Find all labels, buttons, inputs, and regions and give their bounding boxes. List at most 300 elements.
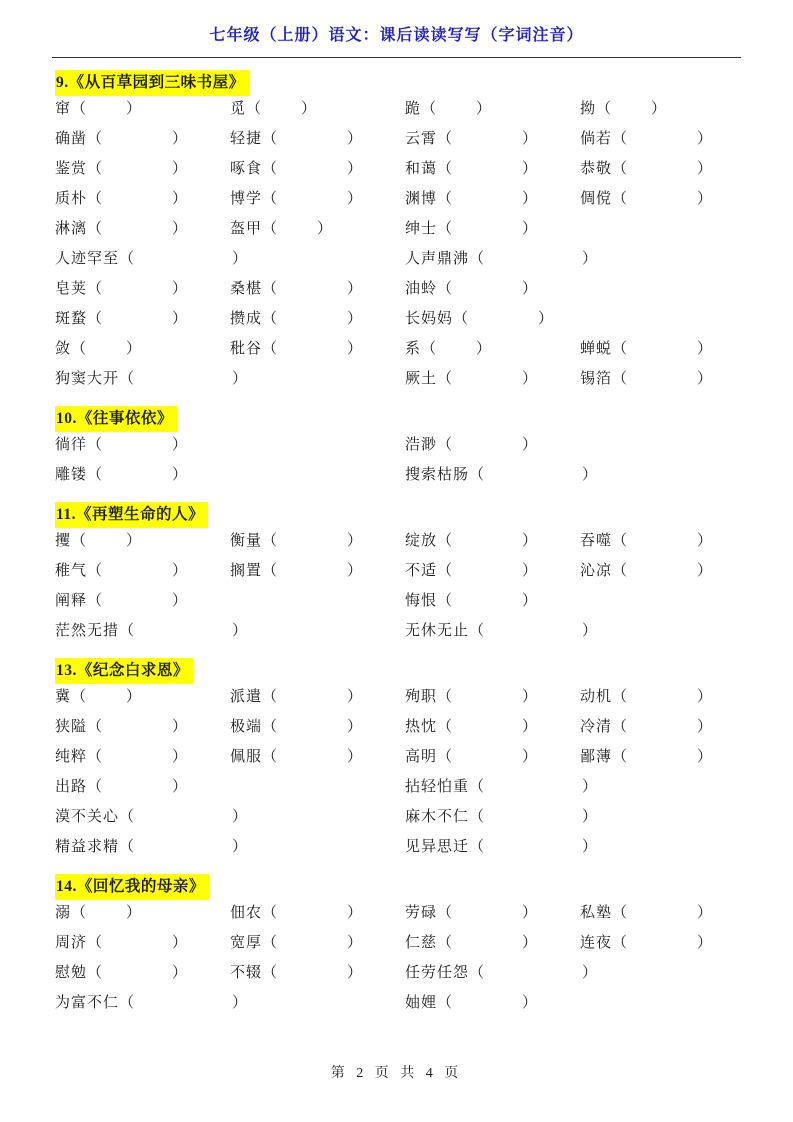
paren-close: ） xyxy=(522,437,538,453)
paren-open: （ xyxy=(612,719,628,735)
word-item xyxy=(55,124,187,154)
word-item xyxy=(55,928,187,958)
paren-open: （ xyxy=(437,905,453,921)
word-text: 慰勉 xyxy=(55,965,88,981)
word-text: 劳碌 xyxy=(405,905,438,921)
paren-close: ） xyxy=(522,689,538,705)
word-item xyxy=(580,556,712,586)
word-text: 冷清 xyxy=(580,719,613,735)
word-row xyxy=(55,526,743,556)
word-item xyxy=(55,772,187,802)
paren-open: （ xyxy=(87,935,103,951)
word-row xyxy=(55,184,743,214)
paren-open: （ xyxy=(119,251,135,267)
word-text: 博学 xyxy=(230,191,263,207)
paren-open: （ xyxy=(87,749,103,765)
paren-close: ） xyxy=(522,719,538,735)
word-text: 和蔼 xyxy=(405,161,438,177)
word-item xyxy=(405,958,597,988)
word-item xyxy=(55,430,187,460)
paren-close: ） xyxy=(582,779,598,795)
word-item xyxy=(55,94,141,124)
word-text: 悔恨 xyxy=(405,593,438,609)
paren-open: （ xyxy=(612,905,628,921)
word-text: 浩渺 xyxy=(405,437,438,453)
word-text: 绽放 xyxy=(405,533,438,549)
word-text: 鄙薄 xyxy=(580,749,613,765)
word-item xyxy=(405,928,537,958)
paren-open: （ xyxy=(262,161,278,177)
paren-open: （ xyxy=(87,191,103,207)
paren-close: ） xyxy=(697,719,713,735)
paren-close: ） xyxy=(232,995,248,1011)
paren-open: （ xyxy=(71,689,87,705)
word-item xyxy=(55,154,187,184)
word-text: 攫 xyxy=(55,533,72,549)
paren-close: ） xyxy=(172,311,188,327)
word-text: 啄食 xyxy=(230,161,263,177)
paren-close: ） xyxy=(347,131,363,147)
paren-close: ） xyxy=(126,533,142,549)
word-row xyxy=(55,988,743,1018)
paren-close: ） xyxy=(172,467,188,483)
section-heading: 10.《往事依依》 xyxy=(55,406,177,432)
word-text: 云霄 xyxy=(405,131,438,147)
paren-open: （ xyxy=(469,809,485,825)
word-text: 阐释 xyxy=(55,593,88,609)
word-row xyxy=(55,430,743,460)
paren-close: ） xyxy=(522,131,538,147)
word-item xyxy=(230,124,362,154)
word-text: 倜傥 xyxy=(580,191,613,207)
word-text: 搜索枯肠 xyxy=(405,467,470,483)
word-row xyxy=(55,958,743,988)
word-item xyxy=(55,460,187,490)
word-item xyxy=(405,430,537,460)
word-item xyxy=(405,334,491,364)
paren-close: ） xyxy=(317,221,333,237)
paren-open: （ xyxy=(612,131,628,147)
paren-close: ） xyxy=(172,719,188,735)
word-text: 淋漓 xyxy=(55,221,88,237)
word-row xyxy=(55,832,743,862)
word-item xyxy=(405,460,597,490)
paren-close: ） xyxy=(347,533,363,549)
word-item xyxy=(230,712,362,742)
paren-close: ） xyxy=(697,191,713,207)
paren-open: （ xyxy=(596,101,612,117)
word-item xyxy=(55,214,187,244)
paren-close: ） xyxy=(582,809,598,825)
page-title: 七年级（上册）语文：课后读读写写（字词注音） xyxy=(209,27,584,44)
word-row xyxy=(55,586,743,616)
word-item xyxy=(405,988,537,1018)
word-text: 拈轻怕重 xyxy=(405,779,470,795)
word-item xyxy=(580,526,712,556)
word-text: 秕谷 xyxy=(230,341,263,357)
paren-open: （ xyxy=(87,437,103,453)
word-item xyxy=(55,682,141,712)
paren-open: （ xyxy=(262,221,278,237)
paren-close: ） xyxy=(697,563,713,579)
paren-open: （ xyxy=(87,779,103,795)
word-item xyxy=(405,94,491,124)
word-text: 为富不仁 xyxy=(55,995,120,1011)
word-text: 衡量 xyxy=(230,533,263,549)
word-item xyxy=(580,712,712,742)
paren-close: ） xyxy=(172,191,188,207)
word-text: 攒成 xyxy=(230,311,263,327)
paren-close: ） xyxy=(476,101,492,117)
paren-open: （ xyxy=(437,161,453,177)
paren-open: （ xyxy=(87,965,103,981)
paren-close: ） xyxy=(522,563,538,579)
paren-close: ） xyxy=(347,935,363,951)
paren-close: ） xyxy=(347,965,363,981)
word-row xyxy=(55,772,743,802)
word-row xyxy=(55,364,743,394)
word-text: 窜 xyxy=(55,101,72,117)
word-item xyxy=(55,274,187,304)
paren-close: ） xyxy=(697,371,713,387)
paren-close: ） xyxy=(172,131,188,147)
paren-open: （ xyxy=(87,467,103,483)
paren-open: （ xyxy=(437,371,453,387)
paren-open: （ xyxy=(262,281,278,297)
paren-close: ） xyxy=(651,101,667,117)
paren-open: （ xyxy=(262,965,278,981)
word-text: 人迹罕至 xyxy=(55,251,120,267)
paren-close: ） xyxy=(347,161,363,177)
word-item xyxy=(55,616,247,646)
word-item xyxy=(230,214,332,244)
word-text: 锡箔 xyxy=(580,371,613,387)
paren-open: （ xyxy=(437,191,453,207)
paren-close: ） xyxy=(347,281,363,297)
word-item xyxy=(405,772,597,802)
paren-close: ） xyxy=(172,593,188,609)
paren-close: ） xyxy=(582,467,598,483)
paren-open: （ xyxy=(421,101,437,117)
word-text: 拗 xyxy=(580,101,597,117)
word-text: 吞噬 xyxy=(580,533,613,549)
paren-open: （ xyxy=(612,161,628,177)
paren-close: ） xyxy=(582,251,598,267)
paren-close: ） xyxy=(172,437,188,453)
paren-open: （ xyxy=(469,779,485,795)
word-item xyxy=(55,988,247,1018)
word-item xyxy=(230,742,362,772)
word-row xyxy=(55,712,743,742)
word-text: 沁凉 xyxy=(580,563,613,579)
section-heading-row xyxy=(55,874,743,898)
paren-open: （ xyxy=(262,131,278,147)
word-item xyxy=(405,274,537,304)
paren-close: ） xyxy=(172,563,188,579)
paren-open: （ xyxy=(87,593,103,609)
word-text: 精益求精 xyxy=(55,839,120,855)
word-text: 厥土 xyxy=(405,371,438,387)
word-item xyxy=(580,184,712,214)
paren-open: （ xyxy=(87,563,103,579)
word-text: 渊博 xyxy=(405,191,438,207)
word-text: 佃农 xyxy=(230,905,263,921)
word-item xyxy=(405,124,537,154)
paren-open: （ xyxy=(469,623,485,639)
paren-open: （ xyxy=(87,281,103,297)
paren-close: ） xyxy=(697,341,713,357)
paren-close: ） xyxy=(697,161,713,177)
word-item xyxy=(405,586,537,616)
paren-close: ） xyxy=(172,749,188,765)
paren-close: ） xyxy=(126,689,142,705)
word-text: 任劳任怨 xyxy=(405,965,470,981)
paren-open: （ xyxy=(453,311,469,327)
word-item xyxy=(55,586,187,616)
word-item xyxy=(55,958,187,988)
paren-open: （ xyxy=(437,593,453,609)
paren-close: ） xyxy=(232,623,248,639)
paren-close: ） xyxy=(126,341,142,357)
word-item xyxy=(55,334,141,364)
word-row xyxy=(55,802,743,832)
paren-open: （ xyxy=(71,905,87,921)
paren-open: （ xyxy=(262,935,278,951)
paren-close: ） xyxy=(697,533,713,549)
word-item xyxy=(580,154,712,184)
word-item xyxy=(230,334,362,364)
word-text: 高明 xyxy=(405,749,438,765)
word-text: 桑椹 xyxy=(230,281,263,297)
paren-close: ） xyxy=(347,341,363,357)
word-item xyxy=(55,802,247,832)
word-text: 斑蝥 xyxy=(55,311,88,327)
word-item xyxy=(405,712,537,742)
word-item xyxy=(55,898,141,928)
section-heading: 9.《从百草园到三味书屋》 xyxy=(55,70,249,96)
word-text: 私塾 xyxy=(580,905,613,921)
word-item xyxy=(55,184,187,214)
paren-open: （ xyxy=(262,311,278,327)
word-text: 恭敬 xyxy=(580,161,613,177)
paren-close: ） xyxy=(172,161,188,177)
paren-open: （ xyxy=(437,281,453,297)
word-text: 麻木不仁 xyxy=(405,809,470,825)
word-text: 漠不关心 xyxy=(55,809,120,825)
paren-close: ） xyxy=(347,689,363,705)
paren-close: ） xyxy=(582,839,598,855)
paren-open: （ xyxy=(71,101,87,117)
paren-open: （ xyxy=(262,719,278,735)
word-text: 纯粹 xyxy=(55,749,88,765)
paren-open: （ xyxy=(437,995,453,1011)
paren-open: （ xyxy=(437,221,453,237)
header-divider xyxy=(52,57,741,58)
section-heading: 11.《再塑生命的人》 xyxy=(55,502,208,528)
word-item xyxy=(55,832,247,862)
word-item xyxy=(405,802,597,832)
word-item xyxy=(580,898,712,928)
word-item xyxy=(230,898,362,928)
word-text: 不适 xyxy=(405,563,438,579)
paren-open: （ xyxy=(119,839,135,855)
paren-close: ） xyxy=(347,563,363,579)
word-item xyxy=(405,364,537,394)
section-heading-row xyxy=(55,70,743,94)
paren-open: （ xyxy=(87,131,103,147)
paren-open: （ xyxy=(87,311,103,327)
paren-open: （ xyxy=(437,437,453,453)
word-text: 人声鼎沸 xyxy=(405,251,470,267)
word-item xyxy=(230,154,362,184)
word-row xyxy=(55,742,743,772)
word-text: 系 xyxy=(405,341,422,357)
paren-close: ） xyxy=(172,221,188,237)
word-text: 蝉蜕 xyxy=(580,341,613,357)
word-text: 稚气 xyxy=(55,563,88,579)
paren-open: （ xyxy=(612,935,628,951)
word-item xyxy=(405,742,537,772)
word-text: 徜徉 xyxy=(55,437,88,453)
paren-open: （ xyxy=(612,563,628,579)
word-text: 周济 xyxy=(55,935,88,951)
paren-close: ） xyxy=(522,221,538,237)
word-text: 派遣 xyxy=(230,689,263,705)
word-item xyxy=(55,556,187,586)
paren-open: （ xyxy=(612,191,628,207)
word-text: 跪 xyxy=(405,101,422,117)
section-heading-row xyxy=(55,658,743,682)
word-text: 仁慈 xyxy=(405,935,438,951)
paren-close: ） xyxy=(522,749,538,765)
word-item xyxy=(405,898,537,928)
paren-open: （ xyxy=(71,533,87,549)
word-item xyxy=(580,334,712,364)
word-item xyxy=(230,958,362,988)
paren-close: ） xyxy=(538,311,554,327)
word-text: 狗窦大开 xyxy=(55,371,120,387)
paren-close: ） xyxy=(172,935,188,951)
paren-open: （ xyxy=(469,467,485,483)
paren-open: （ xyxy=(437,935,453,951)
word-item xyxy=(580,364,712,394)
section-heading: 13.《纪念白求恩》 xyxy=(55,658,193,684)
page-number: 第 2 页 共 4 页 xyxy=(330,1066,463,1081)
paren-open: （ xyxy=(246,101,262,117)
word-text: 鉴赏 xyxy=(55,161,88,177)
paren-close: ） xyxy=(172,779,188,795)
word-row xyxy=(55,334,743,364)
paren-open: （ xyxy=(612,341,628,357)
paren-open: （ xyxy=(421,341,437,357)
paren-close: ） xyxy=(347,719,363,735)
paren-close: ） xyxy=(522,281,538,297)
paren-close: ） xyxy=(522,995,538,1011)
word-row xyxy=(55,244,743,274)
word-text: 皂荚 xyxy=(55,281,88,297)
paren-open: （ xyxy=(437,749,453,765)
paren-close: ） xyxy=(697,749,713,765)
word-item xyxy=(230,94,316,124)
word-item xyxy=(230,304,362,334)
paren-close: ） xyxy=(347,749,363,765)
word-item xyxy=(230,556,362,586)
word-text: 确凿 xyxy=(55,131,88,147)
word-text: 见异思迁 xyxy=(405,839,470,855)
paren-open: （ xyxy=(437,131,453,147)
word-text: 雕镂 xyxy=(55,467,88,483)
word-row xyxy=(55,304,743,334)
word-text: 狭隘 xyxy=(55,719,88,735)
paren-open: （ xyxy=(119,371,135,387)
word-text: 冀 xyxy=(55,689,72,705)
word-item xyxy=(405,526,537,556)
paren-close: ） xyxy=(522,191,538,207)
paren-close: ） xyxy=(522,593,538,609)
word-text: 敛 xyxy=(55,341,72,357)
word-item xyxy=(230,526,362,556)
word-item xyxy=(55,742,187,772)
paren-open: （ xyxy=(262,191,278,207)
paren-open: （ xyxy=(262,749,278,765)
word-text: 油蛉 xyxy=(405,281,438,297)
paren-open: （ xyxy=(262,533,278,549)
paren-close: ） xyxy=(697,935,713,951)
paren-close: ） xyxy=(522,935,538,951)
page-header xyxy=(0,0,793,45)
sections xyxy=(0,70,793,1018)
paren-close: ） xyxy=(697,131,713,147)
word-text: 质朴 xyxy=(55,191,88,207)
paren-open: （ xyxy=(262,341,278,357)
paren-open: （ xyxy=(437,563,453,579)
section-heading: 14.《回忆我的母亲》 xyxy=(55,874,209,900)
paren-close: ） xyxy=(476,341,492,357)
word-text: 极端 xyxy=(230,719,263,735)
word-text: 溺 xyxy=(55,905,72,921)
paren-close: ） xyxy=(172,281,188,297)
word-text: 动机 xyxy=(580,689,613,705)
word-item xyxy=(580,682,712,712)
word-item xyxy=(230,184,362,214)
paren-close: ） xyxy=(522,161,538,177)
word-item xyxy=(405,244,597,274)
word-row xyxy=(55,274,743,304)
word-text: 连夜 xyxy=(580,935,613,951)
word-text: 轻捷 xyxy=(230,131,263,147)
word-item xyxy=(405,184,537,214)
paren-close: ） xyxy=(522,371,538,387)
paren-open: （ xyxy=(469,965,485,981)
word-item xyxy=(580,124,712,154)
word-text: 不辍 xyxy=(230,965,263,981)
paren-open: （ xyxy=(262,563,278,579)
paren-close: ） xyxy=(522,905,538,921)
word-text: 热忱 xyxy=(405,719,438,735)
paren-close: ） xyxy=(347,311,363,327)
word-text: 出路 xyxy=(55,779,88,795)
word-item xyxy=(55,244,247,274)
paren-open: （ xyxy=(119,995,135,1011)
word-item xyxy=(230,274,362,304)
paren-open: （ xyxy=(612,689,628,705)
word-item xyxy=(405,154,537,184)
word-item xyxy=(230,928,362,958)
word-text: 殉职 xyxy=(405,689,438,705)
word-item xyxy=(405,556,537,586)
paren-open: （ xyxy=(87,161,103,177)
word-row xyxy=(55,928,743,958)
